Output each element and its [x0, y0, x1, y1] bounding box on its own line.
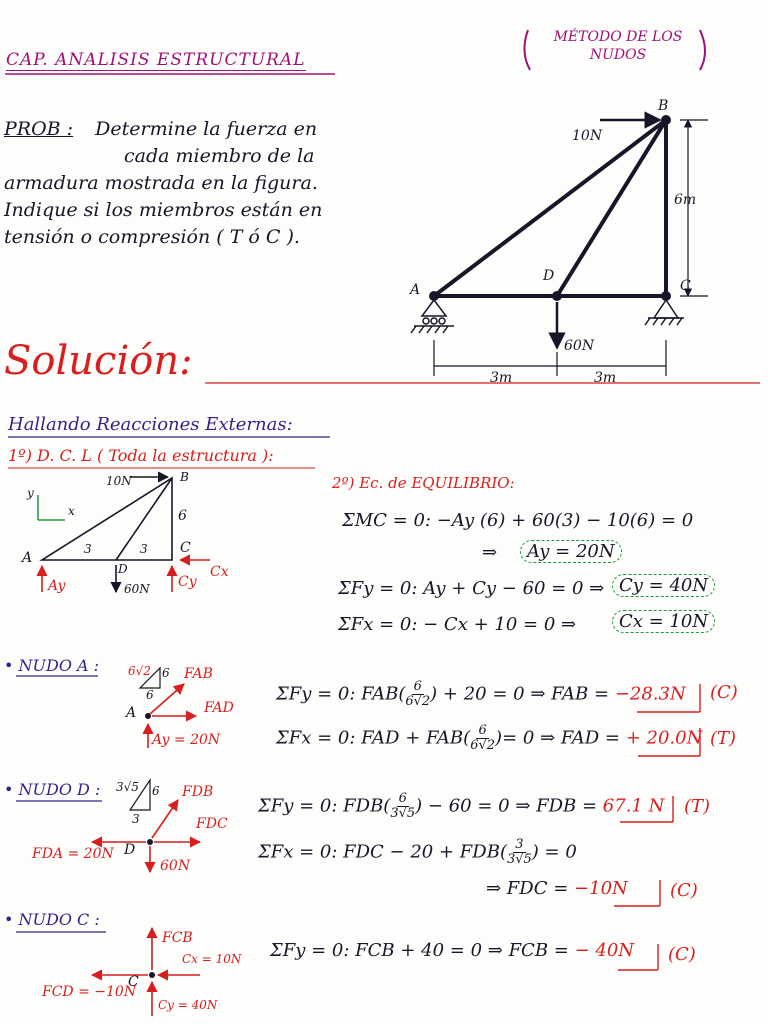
nudo-d-eq1-frac — [390, 792, 415, 821]
frac-den: 6√2 — [470, 738, 496, 753]
nudo-a-eq1-rhs: + 20 = 0 ⇒ FAB = — [442, 683, 615, 705]
solution-subtitle: Hallando Reacciones Externas: — [8, 414, 293, 435]
nudo-c-eq1 — [270, 940, 634, 961]
frac-den: 3√5 — [390, 806, 416, 821]
nudo-a-fad-label: FAD — [204, 700, 234, 716]
nudo-a-node-label: A — [126, 705, 137, 721]
dcl-ay-label: Ay — [48, 578, 66, 594]
nudo-d-eq2-lhs: ΣFx = 0: FDC − 20 + FDB — [258, 841, 500, 863]
nudo-d-eq3 — [486, 878, 628, 899]
dcl-axis-x: x — [68, 504, 75, 518]
dcl-b-label: B — [180, 470, 189, 484]
problem-line-3: armadura mostrada en la figura. — [4, 172, 318, 194]
dcl-height-label: 6 — [178, 508, 187, 524]
nudo-c-cy-label: Cy = 40N — [158, 998, 218, 1012]
nudo-d-eq3-result: −10N — [574, 878, 628, 899]
nudo-c-eq1-lhs: ΣFy = 0: FCB + 40 = 0 ⇒ FCB = — [270, 940, 575, 961]
nudo-a-tri-hyp: 6√2 — [128, 664, 151, 678]
dcl-c-label: C — [180, 540, 191, 556]
nudo-d-eq2-frac — [507, 838, 532, 867]
pin-support-c — [645, 300, 684, 325]
nudo-d-point — [147, 839, 153, 845]
nudo-d-tri-v: 6 — [152, 784, 160, 798]
nudo-a-label: • NUDO A : — [4, 656, 100, 675]
nudo-d-label: • NUDO D : — [4, 780, 101, 799]
frac-num: 6 — [413, 679, 422, 694]
node-d-label: D — [543, 268, 555, 284]
nudo-a-fab-label: FAB — [184, 666, 213, 682]
nudo-c-fcd-label: FCD = −10N — [42, 984, 137, 1000]
eq-moment: ΣMC = 0: −Ay (6) + 60(3) − 10(6) = 0 — [342, 510, 694, 531]
problem-line-4: Indique si los miembros están en — [4, 199, 323, 221]
nudo-c-fcb-label: FCB — [162, 930, 193, 946]
nudo-d-fdb-arrow — [152, 800, 178, 838]
nudo-d-eq2-rhs: = 0 — [544, 841, 577, 863]
chapter-title: CAP. ANALISIS ESTRUCTURAL — [6, 50, 306, 70]
nudo-d-tri-hyp: 3√5 — [116, 780, 139, 794]
nudo-c-eq1-type: (C) — [668, 944, 696, 965]
problem-line-2: cada miembro de la — [124, 145, 315, 167]
nudo-a-tri-h: 6 — [146, 688, 154, 702]
eq-moment-result: Ay = 20N — [520, 540, 622, 563]
nudo-d-eq1-rhs: − 60 = 0 ⇒ FDB = — [427, 795, 603, 817]
nudo-a-eq2-lhs: ΣFx = 0: FAD + FAB — [276, 727, 464, 749]
eq-fy-result: Cy = 40N — [612, 574, 715, 597]
dcl-a-label: A — [22, 550, 33, 566]
height-label: 6m — [674, 192, 697, 208]
problem-line-1: Determine la fuerza en — [95, 118, 318, 140]
roller-support-a — [411, 300, 454, 333]
node-c-label: C — [680, 278, 691, 294]
node-b-label: B — [658, 98, 669, 114]
nudo-d-eq1-type: (T) — [684, 796, 711, 817]
problem-label: PROB : — [4, 118, 74, 140]
dcl-cy-label: Cy — [178, 574, 197, 590]
nudo-a-ay-label: Ay = 20N — [152, 732, 221, 748]
nudo-a-eq2-rhs: = 0 ⇒ FAD = — [502, 727, 626, 749]
step2-label: 2º) Ec. de EQUILIBRIO: — [332, 474, 515, 492]
nudo-d-fda-label: FDA = 20N — [32, 846, 114, 862]
solution-title: Solución: — [4, 338, 193, 384]
nudo-a-tri-v: 6 — [162, 666, 170, 680]
load-d-label: 60N — [564, 338, 595, 354]
nudo-d-tri-h: 3 — [132, 812, 140, 826]
span1-label: 3m — [490, 370, 513, 386]
dcl-load-b-label: 10N — [106, 474, 132, 488]
node-a-label: A — [410, 282, 421, 298]
nudo-a-eq1-type: (C) — [710, 682, 738, 703]
nudo-d-eq2: ΣFx = 0: FDC − 20 + FDB( $\frac{3}{3√5}$ ) = 0 — [258, 837, 577, 867]
nudo-d-eq1-lhs: ΣFy = 0: FDB — [258, 795, 384, 817]
frac-num: 3 — [515, 837, 524, 852]
dcl-axes — [38, 495, 65, 520]
dcl-d-label: D — [118, 562, 128, 576]
nudo-c-eq1-result: − 40N — [574, 940, 635, 961]
nudo-c-label: • NUDO C : — [4, 910, 100, 929]
nudo-a-eq2-result: + 20.0N — [625, 727, 703, 749]
nudo-c-node-label: C — [128, 974, 139, 990]
dcl-span1-label: 3 — [84, 542, 92, 556]
nudo-a-eq2-frac — [470, 724, 495, 753]
nudo-a-eq1-result: −28.3N — [614, 683, 686, 705]
frac-den: 3√5 — [506, 852, 532, 867]
nudo-d-node-label: D — [124, 842, 136, 858]
problem-line-5: tensión o compresión ( T ó C ). — [4, 226, 300, 248]
dcl-load-d-label: 60N — [124, 582, 150, 596]
nudo-d-eq1-result: 67.1 N — [602, 795, 665, 817]
nudo-a-eq1-frac — [405, 680, 430, 709]
eq-fx-result: Cx = 10N — [612, 610, 715, 633]
eq-moment-arrow: ⇒ — [482, 542, 498, 563]
dcl-span2-label: 3 — [140, 542, 148, 556]
frac-den: 6√2 — [405, 694, 431, 709]
nudo-a-eq2-type: (T) — [710, 728, 737, 749]
nudo-d-eq1: ΣFy = 0: FDB( $\frac{6}{3√5}$ ) − 60 = 0 ⇒ FDB = 67.1 N — [258, 791, 665, 821]
nudo-d-fdb-label: FDB — [182, 784, 214, 800]
nudo-d-eq3-arrow: ⇒ FDC = — [486, 878, 575, 899]
dcl-cx-label: Cx — [210, 564, 229, 580]
frac-num: 6 — [398, 791, 407, 806]
load-b-label: 10N — [572, 128, 603, 144]
eq-fx: ΣFx = 0: − Cx + 10 = 0 ⇒ — [338, 614, 577, 635]
nudo-a-eq1: ΣFy = 0: FAB( $\frac{6}{6√2}$ ) + 20 = 0 ⇒ FAB = −28.3N — [276, 679, 686, 709]
span2-label: 3m — [594, 370, 617, 386]
problem-statement — [4, 116, 322, 251]
nudo-d-eq3-type: (C) — [670, 880, 698, 901]
eq-fy: ΣFy = 0: Ay + Cy − 60 = 0 ⇒ — [338, 578, 605, 599]
method-label: MÉTODO DE LOS NUDOS — [553, 29, 683, 63]
nudo-c-point — [149, 972, 155, 978]
nudo-c-cx-label: Cx = 10N — [182, 952, 242, 966]
dcl-truss — [42, 478, 172, 560]
nudo-a-eq2: ΣFx = 0: FAD + FAB( $\frac{6}{6√2}$ )= 0 ⇒ FAD = + 20.0N — [276, 723, 703, 753]
nudo-d-fdc-label: FDC — [196, 816, 228, 832]
frac-num: 6 — [478, 723, 487, 738]
dcl-axis-y: y — [27, 486, 34, 500]
nudo-a-eq1-lhs: ΣFy = 0: FAB — [276, 683, 399, 705]
step1-label: 1º) D. C. L ( Toda la estructura ): — [8, 446, 274, 465]
nudo-d-load-label: 60N — [160, 858, 191, 874]
